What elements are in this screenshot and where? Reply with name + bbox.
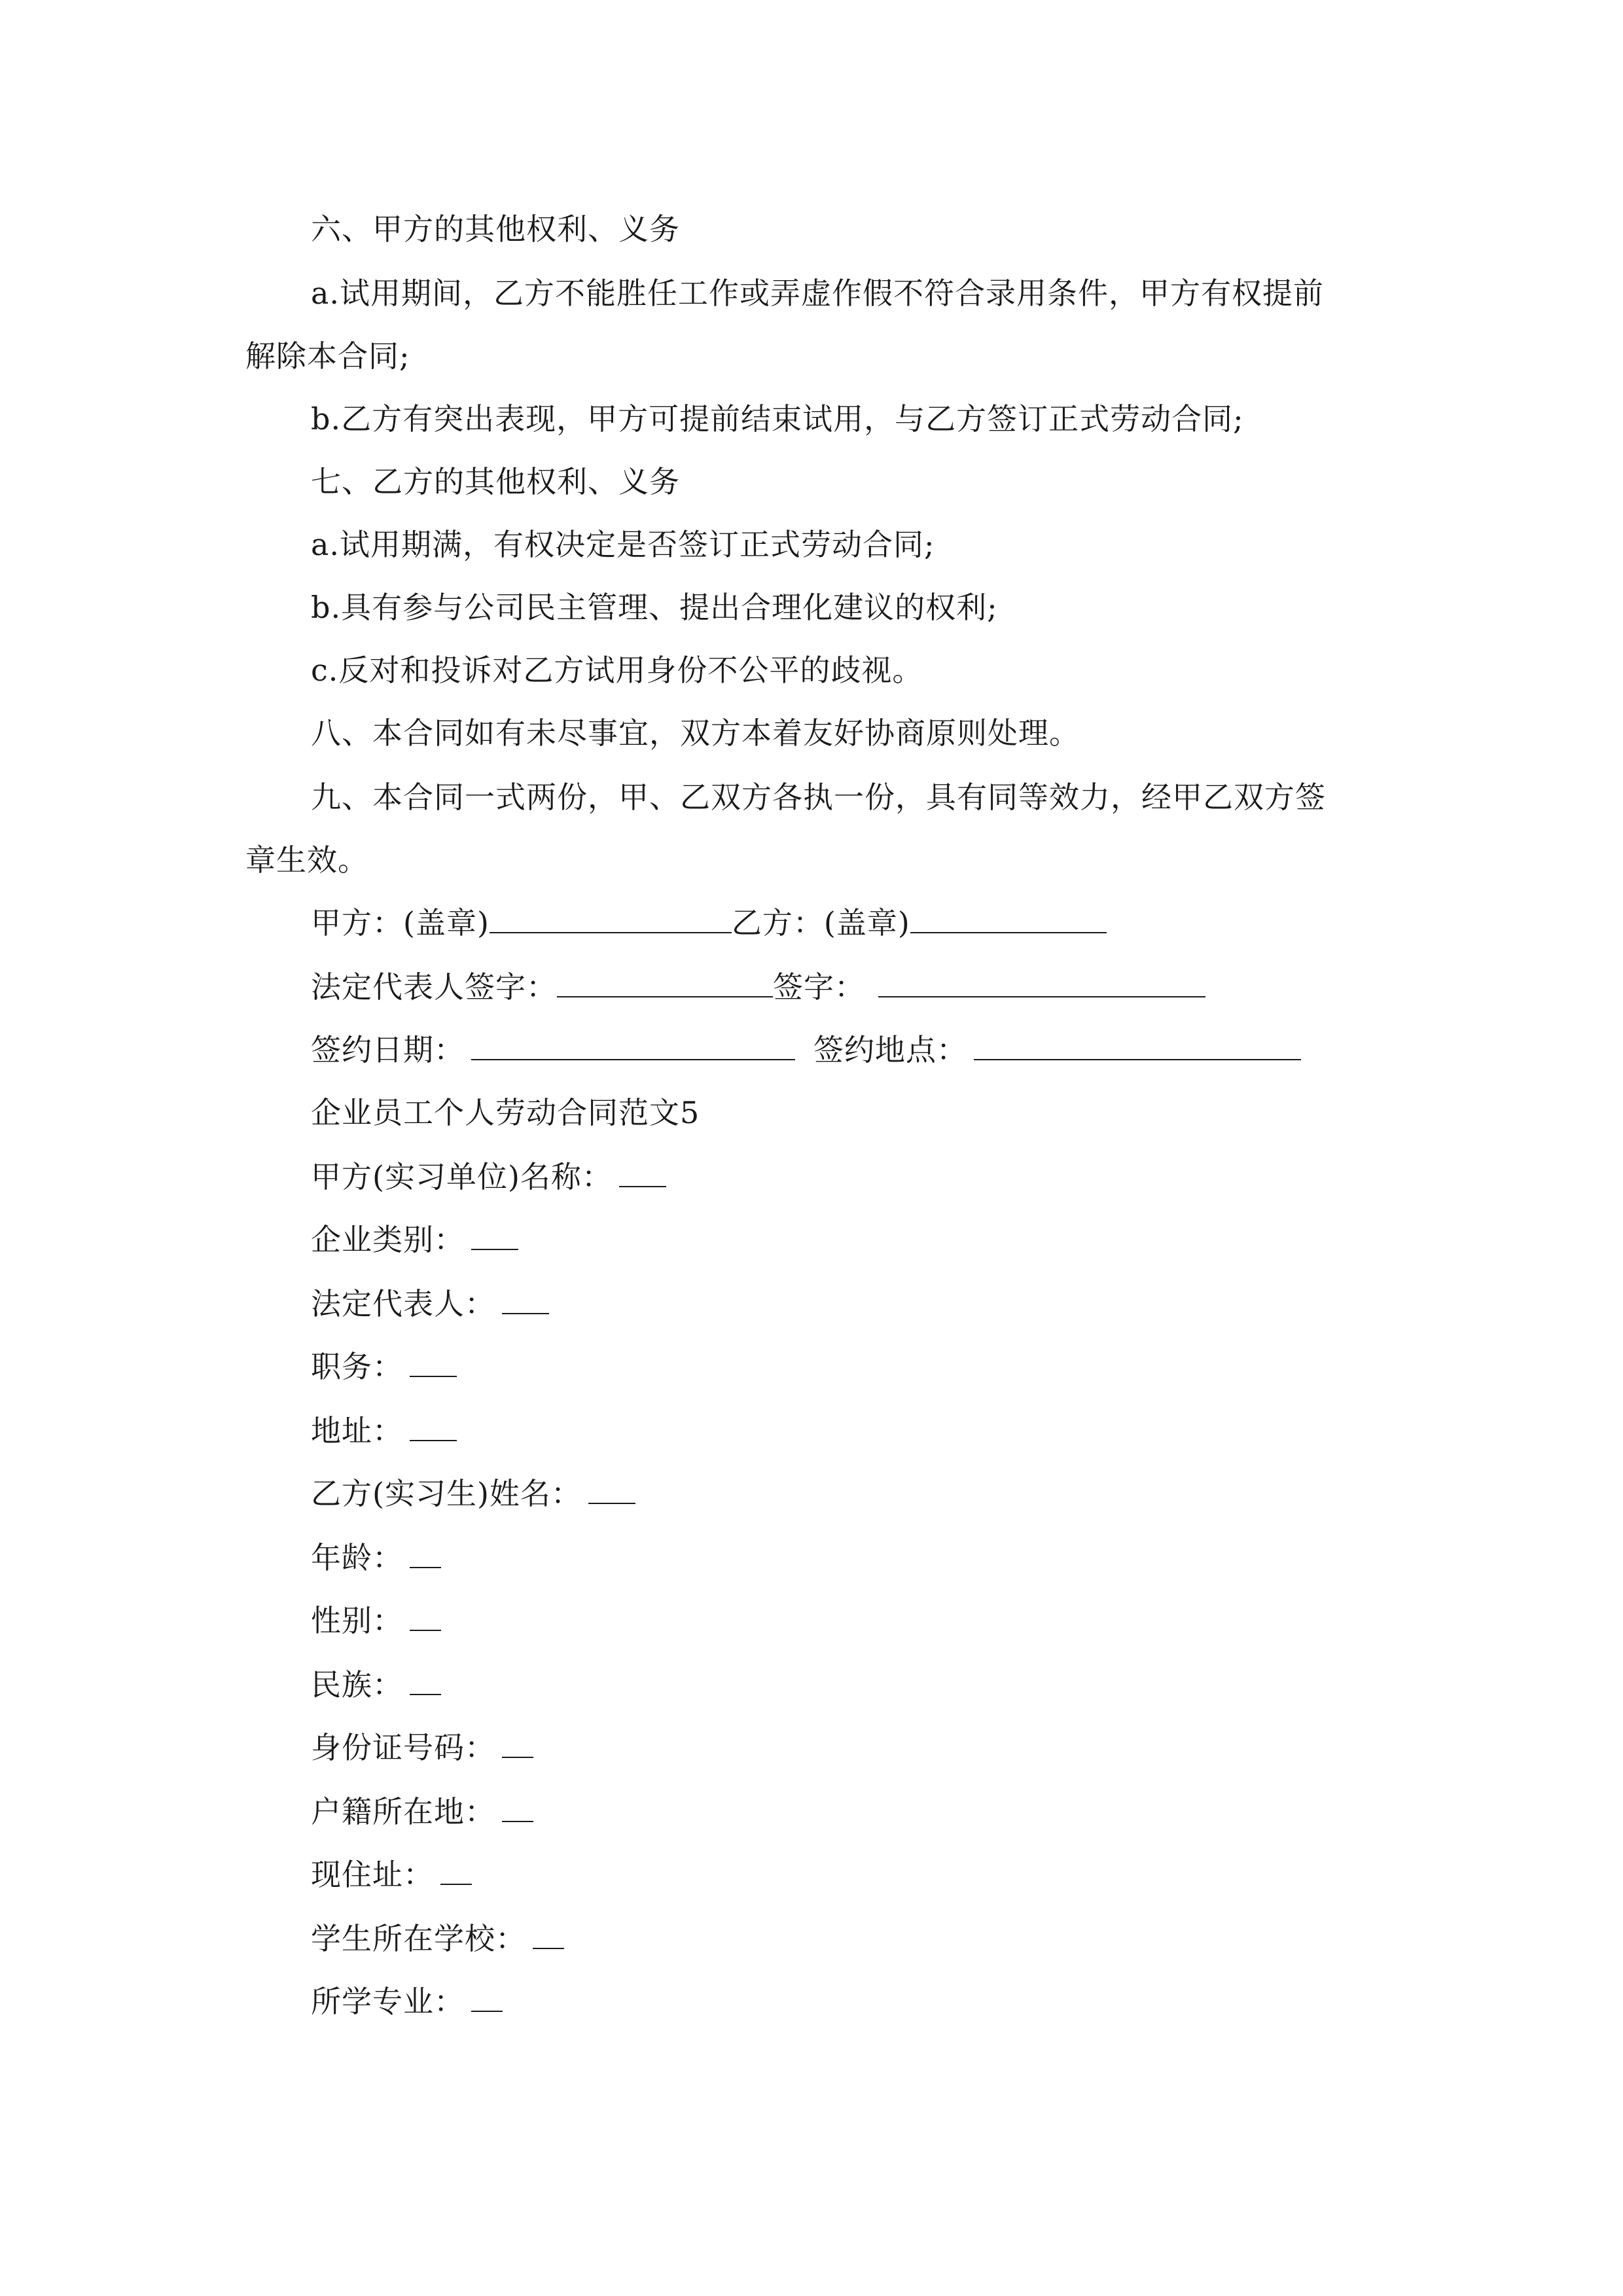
- field-blank[interactable]: [533, 1919, 564, 1949]
- field-blank[interactable]: [410, 1347, 457, 1377]
- party-a-seal-blank[interactable]: [490, 903, 732, 933]
- field-address: [311, 1411, 457, 1450]
- sign-blank[interactable]: [878, 967, 1205, 997]
- field-major: [311, 1982, 503, 2021]
- field-position: [311, 1347, 457, 1386]
- place-blank[interactable]: [974, 1030, 1301, 1060]
- field-blank[interactable]: [502, 1792, 533, 1822]
- field-age: [311, 1538, 441, 1577]
- signature-row-parties: [311, 903, 1107, 942]
- date-label: 签约日期：: [311, 1032, 465, 1067]
- section6-item-a-line2: 解除本合同;: [245, 338, 410, 374]
- field-blank[interactable]: [440, 1855, 472, 1885]
- field-party-a-name: [311, 1157, 666, 1196]
- section6-item-b: b.乙方有突出表现，甲方可提前结束试用，与乙方签订正式劳动合同;: [311, 401, 1244, 437]
- field-label: 现住址：: [311, 1857, 434, 1892]
- field-label: 法定代表人：: [311, 1286, 495, 1321]
- field-current-address: [311, 1855, 472, 1894]
- contract5-heading: 企业员工个人劳动合同范文5: [311, 1095, 700, 1130]
- signature-row-rep: [311, 967, 1205, 1007]
- field-label: 企业类别：: [311, 1222, 465, 1257]
- section7-item-c: c.反对和投诉对乙方试用身份不公平的歧视。: [311, 653, 923, 688]
- section8-text: 八、本合同如有未尽事宜，双方本着友好协商原则处理。: [311, 715, 1080, 751]
- field-blank[interactable]: [410, 1665, 441, 1695]
- party-b-seal-blank[interactable]: [910, 903, 1107, 933]
- field-label: 所学专业：: [311, 1984, 465, 2019]
- field-company-type: [311, 1220, 518, 1259]
- field-blank[interactable]: [471, 1982, 503, 2012]
- field-label: 民族：: [311, 1667, 403, 1702]
- field-blank[interactable]: [471, 1220, 518, 1250]
- field-label: 学生所在学校：: [311, 1921, 526, 1956]
- field-blank[interactable]: [502, 1284, 549, 1314]
- field-blank[interactable]: [410, 1601, 441, 1631]
- section9-line1: 九、本合同一式两份，甲、乙双方各执一份，具有同等效力，经甲乙双方签: [311, 780, 1326, 815]
- date-blank[interactable]: [471, 1030, 795, 1060]
- party-b-label: 乙方：(盖章): [731, 905, 910, 941]
- section9-line2: 章生效。: [245, 842, 368, 878]
- place-label: 签约地点：: [813, 1032, 967, 1067]
- field-school: [311, 1919, 564, 1958]
- party-a-label: 甲方：(盖章): [311, 905, 490, 941]
- field-label: 户籍所在地：: [311, 1794, 495, 1829]
- field-label: 身份证号码：: [311, 1730, 495, 1765]
- field-label: 性别：: [311, 1603, 403, 1638]
- field-label: 地址：: [311, 1413, 403, 1448]
- section6-title: 六、甲方的其他权利、义务: [311, 211, 680, 247]
- field-gender: [311, 1601, 441, 1640]
- legal-rep-sign-blank[interactable]: [557, 967, 773, 997]
- field-id-number: [311, 1728, 533, 1767]
- section7-item-a: a.试用期满，有权决定是否签订正式劳动合同;: [311, 527, 935, 562]
- field-label: 甲方(实习单位)名称：: [311, 1159, 613, 1194]
- field-party-b-name: [311, 1474, 635, 1513]
- section7-item-b: b.具有参与公司民主管理、提出合理化建议的权利;: [311, 590, 998, 625]
- field-blank[interactable]: [410, 1411, 457, 1441]
- field-label: 职务：: [311, 1349, 403, 1384]
- field-blank[interactable]: [502, 1728, 533, 1758]
- section6-item-a-line1: a.试用期间，乙方不能胜任工作或弄虚作假不符合录用条件，甲方有权提前: [311, 276, 1325, 311]
- legal-rep-sign-label: 法定代表人签字：: [311, 969, 557, 1005]
- field-household-registration: [311, 1792, 533, 1831]
- field-ethnicity: [311, 1665, 441, 1704]
- section7-title: 七、乙方的其他权利、义务: [311, 464, 680, 499]
- signature-row-date-place: [311, 1030, 1301, 1069]
- field-blank[interactable]: [588, 1474, 635, 1504]
- field-label: 乙方(实习生)姓名：: [311, 1476, 582, 1511]
- sign-label: 签字：: [773, 969, 865, 1005]
- field-blank[interactable]: [410, 1538, 441, 1568]
- field-blank[interactable]: [619, 1157, 666, 1187]
- field-label: 年龄：: [311, 1540, 403, 1575]
- field-legal-rep: [311, 1284, 549, 1323]
